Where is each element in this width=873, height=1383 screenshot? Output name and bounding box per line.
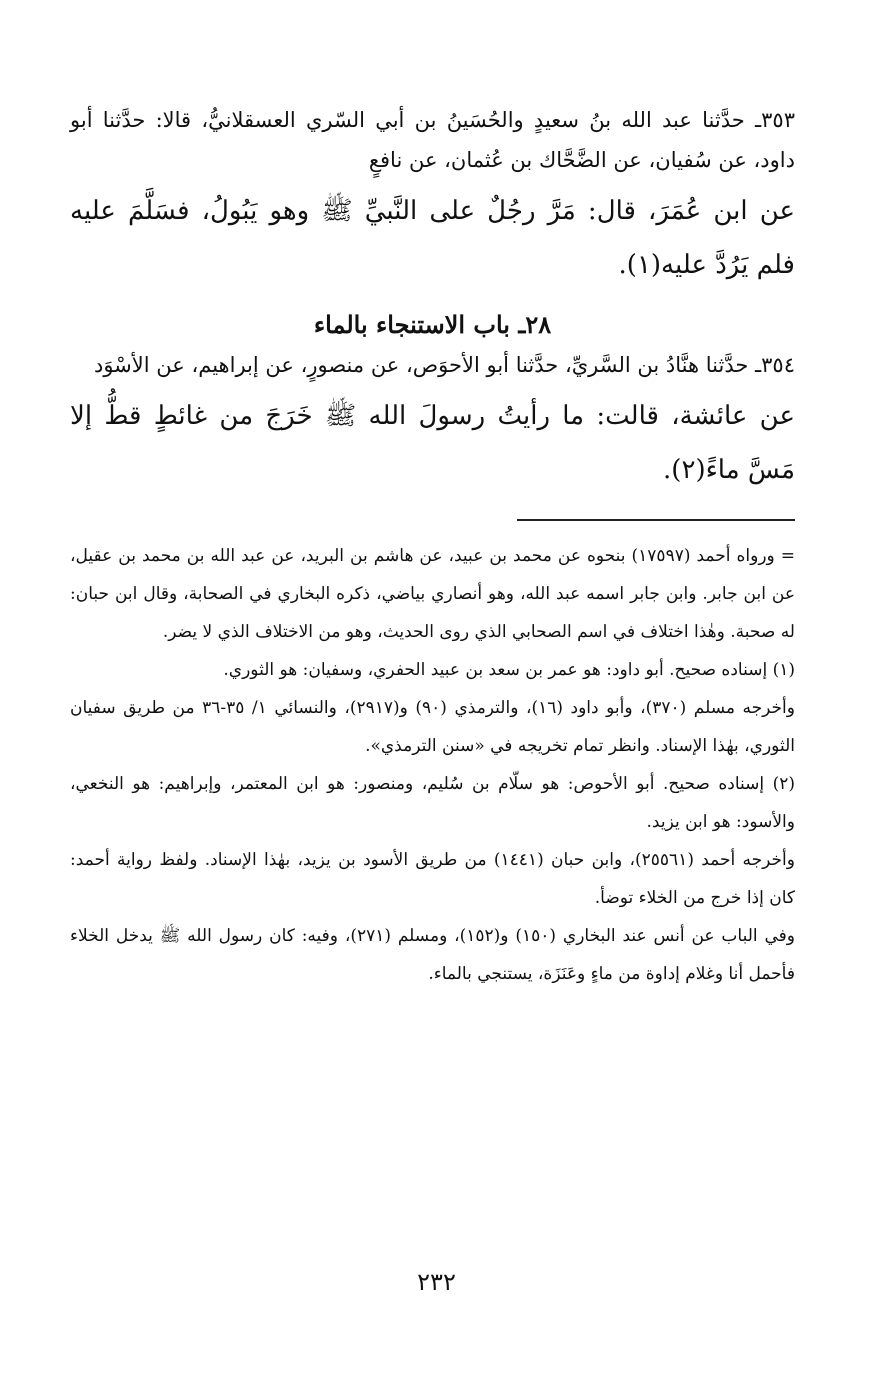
hadith-353-isnad: ٣٥٣ـ حدَّثنا عبد الله بنُ سعيدٍ والحُسَينُ بن أبي السّري العسقلانيُّ، قالا: حدَّثنا أبو داود، عن سُفيان، عن الضَّحَّاك بن عُثمان، عن نافعٍ xyxy=(70,108,795,172)
footnote-2-takhrij: وأخرجه أحمد (٢٥٥٦١)، وابن حبان (١٤٤١) من طريق الأسود بن يزيد، بهٰذا الإسناد. ولفظ رواية أحمد: كان إذا خرج من الخلاء توضأ. xyxy=(70,850,795,908)
hadith-353-matn: عن ابن عُمَرَ، قال: مَرَّ رجُلٌ على النَّبيِّ ﷺ وهو يَبُولُ، فسَلَّمَ عليه فلم يَرُدَّ عليه(١). xyxy=(70,196,795,280)
footnote-1-takhrij: وأخرجه مسلم (٣٧٠)، وأبو داود (١٦)، والترمذي (٩٠) و(٢٩١٧)، والنسائي ١/ ٣٥-٣٦ من طريق سفيان الثوري، بهٰذا الإسناد. وانظر تمام تخريجه في «سنن الترمذي». xyxy=(70,698,795,756)
page-body xyxy=(70,100,795,993)
footnote-continuation: = ورواه أحمد (١٧٥٩٧) بنحوه عن محمد بن عبيد، عن هاشم بن البريد، عن عبد الله بن محمد بن عقيل، عن ابن جابر. وابن جابر اسمه عبد الله، وهو أنصاري بياضي، ذكره البخاري في الصحابة، وقال ابن حبان: له صحبة. وهٰذا اختلاف في اسم الصحابي الذي روى الحديث، وهو من الاختلاف الذي لا يضر. xyxy=(70,546,795,642)
footnote-1: (١) إسناده صحيح. أبو داود: هو عمر بن سعد بن عبيد الحفري، وسفيان: هو الثوري. xyxy=(223,660,795,680)
hadith-354-isnad: ٣٥٤ـ حدَّثنا هنَّادُ بن السَّريِّ، حدَّثنا أبو الأحوَص، عن منصورٍ، عن إبراهيم، عن الأسْوَد xyxy=(93,353,795,377)
footnote-2: (٢) إسناده صحيح. أبو الأحوص: هو سلّام بن سُليم، ومنصور: هو ابن المعتمر، وإبراهيم: هو النخعي، والأسود: هو ابن يزيد. xyxy=(70,774,795,832)
footnote-2-bab: وفي الباب عن أنس عند البخاري (١٥٠) و(١٥٢)، ومسلم (٢٧١)، وفيه: كان رسول الله ﷺ يدخل الخلاء فأحمل أنا وغلام إداوة من ماءٍ وعَنَزَة، يستنجي بالماء. xyxy=(70,926,795,984)
footnotes xyxy=(70,537,795,993)
page-number: ٢٣٢ xyxy=(417,1268,456,1296)
footnote-separator xyxy=(70,497,795,537)
hadith-354-matn: عن عائشة، قالت: ما رأيتُ رسولَ الله ﷺ خَرَجَ من غائطٍ قطُّ إلا مَسَّ ماءً(٢). xyxy=(70,401,795,485)
chapter-title: ٢٨ـ باب الاستنجاء بالماء xyxy=(313,310,552,339)
